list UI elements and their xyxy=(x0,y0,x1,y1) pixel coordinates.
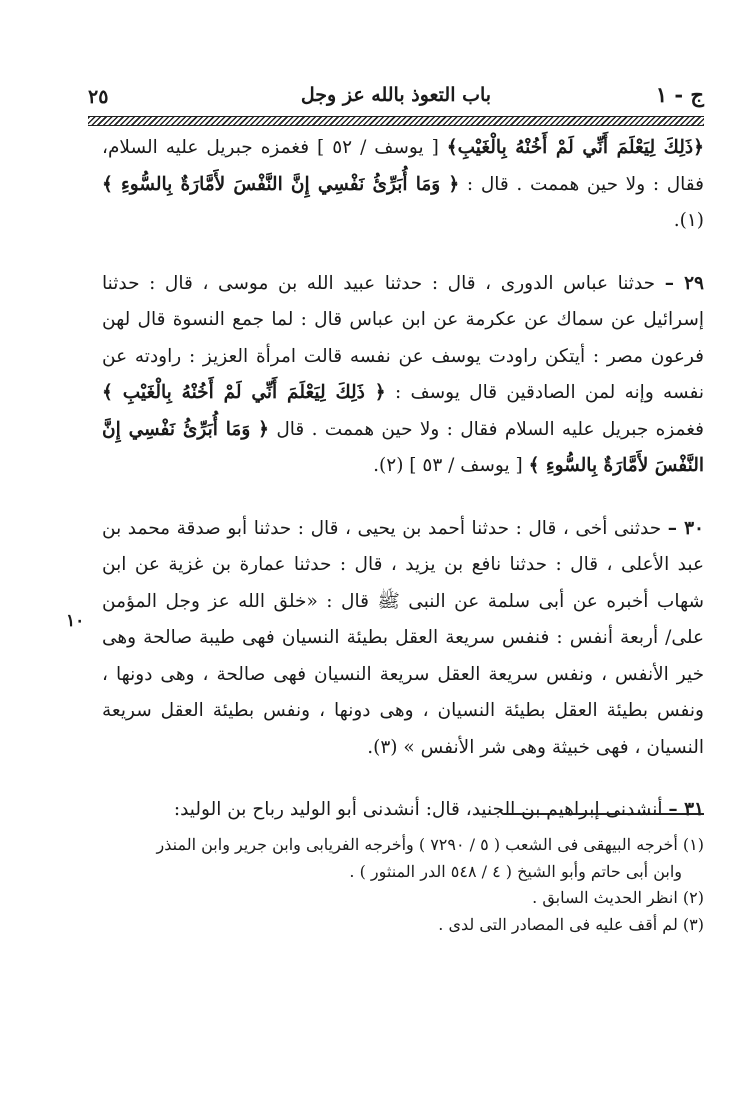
hadith-29 xyxy=(102,266,704,485)
hadith-number: ٣٠ – xyxy=(667,517,704,539)
paragraph-text: حدثنى أخى ، قال : حدثنا أحمد بن يحيى ، قال : حدثنا أبو صدقة محمد بن عبد الأعلى ، قال : حدثنا نافع بن يزيد ، قال : حدثنا عمارة بن غزية عن ابن شهاب أخبره عن أبى سلمة عن النبى ﷺ قال : «خلق الله عز وجل المؤمن على/ أربعة أنفس : فنفس سريعة العقل بطيئة النسيان فهى طيبة صالحة وهى خير الأنفس ، ونفس سريعة العقل سريعة النسيان فهى صالحة ، وهى دونها ، ونفس بطيئة العقل بطيئة النسيان ، وهى دونها ، ونفس بطيئة العقل سريعة النسيان ، فهى خبيثة وهى شر الأنفس » (٣). xyxy=(102,517,704,758)
paragraph-continuation xyxy=(102,130,704,240)
hadith-31 xyxy=(102,792,704,829)
header-ornamental-rule xyxy=(88,116,704,126)
hadith-30 xyxy=(102,511,704,767)
main-text xyxy=(102,130,704,829)
quran-quote: ﴿ وَمَا أُبَرِّئُ نَفْسِي إِنَّ النَّفْسَ لأَمَّارَةٌ بِالسُّوءِ ﴾ xyxy=(102,418,704,476)
footnote-ref: [ يوسف / ٥٣ ] (٢). xyxy=(373,455,529,476)
paragraph-text: فغمزه جبريل عليه السلام فقال : ولا حين هممت . قال xyxy=(269,418,704,440)
margin-line-number: ١٠ xyxy=(66,611,85,631)
volume-label: ج - ١ xyxy=(655,82,704,107)
paragraph-text: حدثنا عباس الدورى ، قال : حدثنا عبيد الله بن موسى ، قال : حدثنا إسرائيل عن سماك عن عكرمة عن ابن عباس قال : لما جمع النسوة قال لهن فرعون مصر : أيتكن راودت يوسف عن نفسه قالت امرأة العزيز : راودته عن نفسه وإنه لمن الصادقين قال يوسف : xyxy=(102,272,704,403)
footnote-2: (٢) انظر الحديث السابق . xyxy=(532,888,704,907)
hadith-number: ٢٩ – xyxy=(664,272,704,294)
page-number: ٢٥ xyxy=(88,86,109,108)
quran-quote: ﴿ وَمَا أُبَرِّئُ نَفْسِي إِنَّ النَّفْسَ لأَمَّارَةٌ بِالسُّوءِ ﴾ xyxy=(102,173,460,195)
chapter-title: باب التعوذ بالله عز وجل xyxy=(300,84,492,106)
footnote-3: (٣) لم أقف عليه فى المصادر التى لدى . xyxy=(438,914,704,934)
footnote-1-continuation: وابن أبى حاتم وأبو الشيخ ( ٤ / ٥٤٨ الدر المنثور ) . xyxy=(349,861,682,881)
quran-quote: ﴿ذَلِكَ لِيَعْلَمَ أَنِّي لَمْ أَخُنْهُ بِالْغَيْبِ﴾ xyxy=(446,137,704,158)
footnote-ref: (١). xyxy=(673,210,704,231)
running-header xyxy=(88,82,704,114)
paragraph-text: [ يوسف / ٥٢ ] فغمزه جبريل عليه السلام، فقال : ولا حين هممت . قال : xyxy=(102,137,704,195)
footnote-1: (١) أخرجه البيهقى فى الشعب ( ٥ / ٧٢٩٠ ) وأخرجه الفريابى وابن جرير وابن المنذر xyxy=(156,835,704,854)
quran-quote: ﴿ ذَلِكَ لِيَعْلَمَ أَنِّي لَمْ أَخُنْهُ بِالْغَيْبِ ﴾ xyxy=(102,382,386,403)
paragraph-text: أنشدنى إبراهيم بن الجنيد، قال: أنشدنى أبو الوليد رباح بن الوليد: xyxy=(173,799,669,820)
hadith-number: ٣١ – xyxy=(668,799,704,820)
footnote-separator xyxy=(504,813,704,815)
footnotes xyxy=(102,832,704,938)
